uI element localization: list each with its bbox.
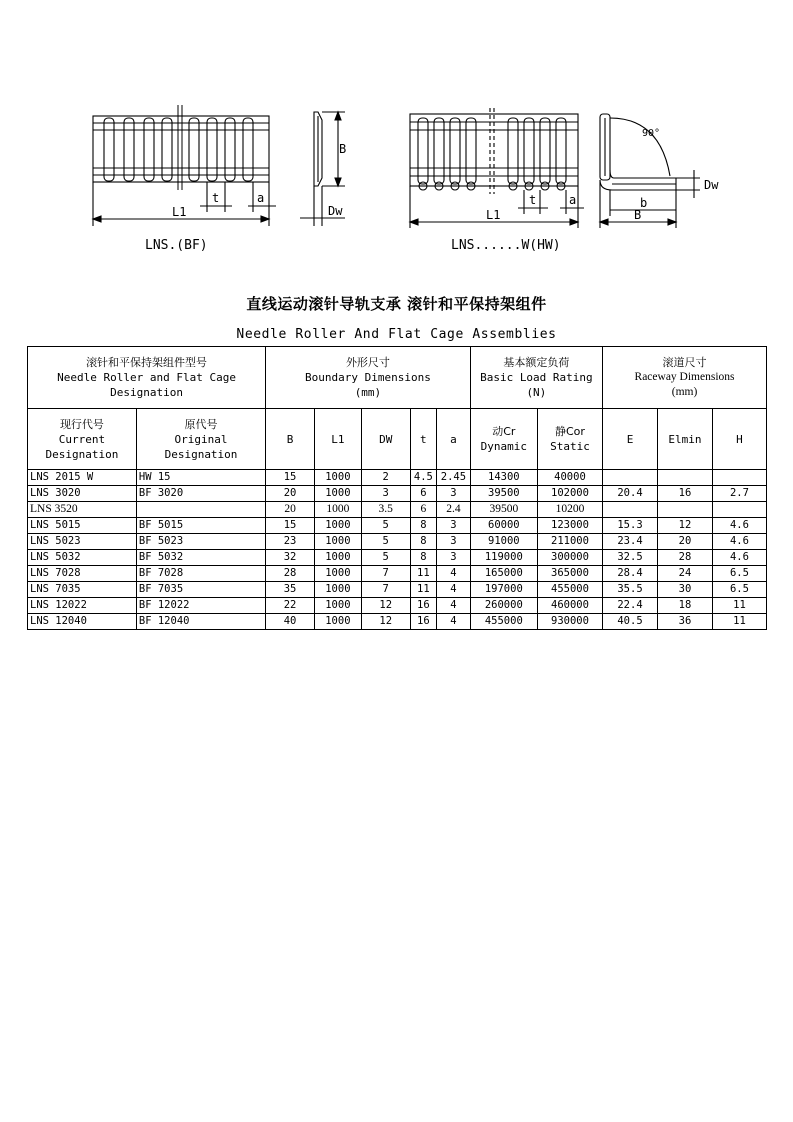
label-a-left: a bbox=[257, 191, 265, 205]
table-cell: 3 bbox=[437, 550, 471, 566]
table-cell: 28 bbox=[657, 550, 712, 566]
table-cell bbox=[712, 502, 766, 518]
table-cell: 300000 bbox=[537, 550, 602, 566]
table-cell: LNS 3520 bbox=[28, 502, 137, 518]
table-cell: 197000 bbox=[470, 582, 537, 598]
table-cell bbox=[657, 470, 712, 486]
table-cell: BF 12022 bbox=[136, 598, 265, 614]
table-cell: BF 7028 bbox=[136, 566, 265, 582]
table-cell: 3 bbox=[437, 486, 471, 502]
table-cell: 460000 bbox=[537, 598, 602, 614]
table-cell: BF 5023 bbox=[136, 534, 265, 550]
header-raceway: 滚道尺寸 Raceway Dimensions (mm) bbox=[603, 347, 767, 409]
table-cell: LNS 12022 bbox=[28, 598, 137, 614]
table-cell: 1000 bbox=[314, 534, 361, 550]
table-cell: 11 bbox=[712, 598, 766, 614]
label-L1-right: L1 bbox=[486, 208, 501, 222]
header-E: E bbox=[603, 409, 658, 470]
table-cell: 32.5 bbox=[603, 550, 658, 566]
title-english: Needle Roller And Flat Cage Assemblies bbox=[236, 327, 557, 342]
table-cell: 36 bbox=[657, 614, 712, 630]
title-chinese: 直线运动滚针导轨支承 滚针和平保持架组件 bbox=[246, 295, 547, 313]
table-cell: 5 bbox=[361, 518, 410, 534]
table-cell: 20 bbox=[266, 502, 315, 518]
table-cell: 35.5 bbox=[603, 582, 658, 598]
table-cell: 3 bbox=[437, 534, 471, 550]
header-L1: L1 bbox=[314, 409, 361, 470]
table-cell: 16 bbox=[657, 486, 712, 502]
table-cell: BF 3020 bbox=[136, 486, 265, 502]
table-cell: 40.5 bbox=[603, 614, 658, 630]
table-cell: 22 bbox=[266, 598, 315, 614]
table-row bbox=[28, 566, 767, 582]
table-cell: 1000 bbox=[314, 502, 361, 518]
label-B-right: B bbox=[634, 208, 642, 222]
table-cell: 14300 bbox=[470, 470, 537, 486]
table-cell: 15 bbox=[266, 470, 315, 486]
table-cell: 365000 bbox=[537, 566, 602, 582]
label-t-left: t bbox=[212, 191, 220, 205]
label-angle: 90° bbox=[642, 128, 661, 139]
label-Dw-left: Dw bbox=[328, 204, 343, 218]
table-cell: 1000 bbox=[314, 582, 361, 598]
table-cell: 455000 bbox=[470, 614, 537, 630]
table-row bbox=[28, 614, 767, 630]
table-cell: BF 5015 bbox=[136, 518, 265, 534]
table-cell: 930000 bbox=[537, 614, 602, 630]
specification-table bbox=[27, 346, 767, 630]
table-cell: 1000 bbox=[314, 550, 361, 566]
caption-bf: LNS.(BF) bbox=[145, 238, 208, 253]
table-cell: 39500 bbox=[470, 486, 537, 502]
header-Elmin: Elmin bbox=[657, 409, 712, 470]
table-cell: LNS 5032 bbox=[28, 550, 137, 566]
table-cell: LNS 12040 bbox=[28, 614, 137, 630]
table-cell: 28 bbox=[266, 566, 315, 582]
table-cell: 4 bbox=[437, 582, 471, 598]
table-cell: 6.5 bbox=[712, 566, 766, 582]
table-cell: 4.6 bbox=[712, 534, 766, 550]
table-cell: 6.5 bbox=[712, 582, 766, 598]
table-cell: 39500 bbox=[470, 502, 537, 518]
technical-drawings bbox=[0, 0, 793, 270]
table-cell: HW 15 bbox=[136, 470, 265, 486]
table-cell: 4 bbox=[437, 598, 471, 614]
table-cell: 16 bbox=[410, 598, 436, 614]
header-boundary: 外形尺寸 Boundary Dimensions (mm) bbox=[266, 347, 471, 409]
label-t-right: t bbox=[529, 193, 537, 207]
table-cell: 260000 bbox=[470, 598, 537, 614]
label-Dw-right: Dw bbox=[704, 178, 719, 192]
table-cell: BF 5032 bbox=[136, 550, 265, 566]
table-cell: 3.5 bbox=[361, 502, 410, 518]
table-cell: 32 bbox=[266, 550, 315, 566]
table-cell bbox=[603, 502, 658, 518]
header-original: 原代号 Original Designation bbox=[136, 409, 265, 470]
table-cell: 60000 bbox=[470, 518, 537, 534]
table-cell: 6 bbox=[410, 486, 436, 502]
table-cell: 16 bbox=[410, 614, 436, 630]
table-cell: 1000 bbox=[314, 486, 361, 502]
header-B: B bbox=[266, 409, 315, 470]
table-cell: 11 bbox=[712, 614, 766, 630]
table-row bbox=[28, 550, 767, 566]
table-cell: 35 bbox=[266, 582, 315, 598]
table-cell: 3 bbox=[361, 486, 410, 502]
table-body bbox=[28, 470, 767, 630]
table-cell: 7 bbox=[361, 582, 410, 598]
table-row bbox=[28, 582, 767, 598]
table-cell: 22.4 bbox=[603, 598, 658, 614]
table-cell: 10200 bbox=[537, 502, 602, 518]
table-cell: 91000 bbox=[470, 534, 537, 550]
table-cell: 28.4 bbox=[603, 566, 658, 582]
table-cell: 8 bbox=[410, 550, 436, 566]
header-load: 基本额定负荷 Basic Load Rating (N) bbox=[470, 347, 602, 409]
table-cell: 15 bbox=[266, 518, 315, 534]
label-B-left: B bbox=[339, 142, 347, 156]
table-cell: 20 bbox=[266, 486, 315, 502]
header-t: t bbox=[410, 409, 436, 470]
table-row bbox=[28, 534, 767, 550]
table-cell: 4.5 bbox=[410, 470, 436, 486]
table-cell: 2.45 bbox=[437, 470, 471, 486]
table-cell: 165000 bbox=[470, 566, 537, 582]
table-row bbox=[28, 486, 767, 502]
table-cell: 5 bbox=[361, 550, 410, 566]
table-cell: 1000 bbox=[314, 614, 361, 630]
table-cell: 18 bbox=[657, 598, 712, 614]
label-a-right: a bbox=[569, 193, 577, 207]
table-cell: BF 7035 bbox=[136, 582, 265, 598]
table-row bbox=[28, 502, 767, 518]
table-cell bbox=[603, 470, 658, 486]
table-cell: LNS 7035 bbox=[28, 582, 137, 598]
table-cell: 23.4 bbox=[603, 534, 658, 550]
table-cell: 11 bbox=[410, 582, 436, 598]
header-cr: 动Cr Dynamic bbox=[470, 409, 537, 470]
table-cell: 1000 bbox=[314, 598, 361, 614]
table-cell bbox=[712, 470, 766, 486]
table-cell: 40 bbox=[266, 614, 315, 630]
table-cell: 20.4 bbox=[603, 486, 658, 502]
table-cell: 23 bbox=[266, 534, 315, 550]
table-cell: 4 bbox=[437, 566, 471, 582]
header-current: 现行代号 Current Designation bbox=[28, 409, 137, 470]
table-cell: 4.6 bbox=[712, 550, 766, 566]
table-cell: 30 bbox=[657, 582, 712, 598]
table-cell: 4.6 bbox=[712, 518, 766, 534]
table-cell: 3 bbox=[437, 518, 471, 534]
table-cell: 20 bbox=[657, 534, 712, 550]
table-row bbox=[28, 518, 767, 534]
table-cell: LNS 3020 bbox=[28, 486, 137, 502]
table-cell: 2.4 bbox=[437, 502, 471, 518]
header-H: H bbox=[712, 409, 766, 470]
caption-hw: LNS......W(HW) bbox=[451, 238, 561, 253]
header-designation: 滚针和平保持架组件型号 Needle Roller and Flat Cage Designation bbox=[28, 347, 266, 409]
header-a: a bbox=[437, 409, 471, 470]
table-cell: LNS 5015 bbox=[28, 518, 137, 534]
table-cell: 40000 bbox=[537, 470, 602, 486]
header-cor: 静Cor Static bbox=[537, 409, 602, 470]
table-cell: 12 bbox=[657, 518, 712, 534]
table-cell: 6 bbox=[410, 502, 436, 518]
table-cell: BF 12040 bbox=[136, 614, 265, 630]
table-cell: 5 bbox=[361, 534, 410, 550]
label-b: b bbox=[640, 196, 648, 210]
table-cell: 15.3 bbox=[603, 518, 658, 534]
table-cell: LNS 2015 W bbox=[28, 470, 137, 486]
table-row bbox=[28, 598, 767, 614]
table-cell bbox=[657, 502, 712, 518]
table-cell: 123000 bbox=[537, 518, 602, 534]
table-cell: 102000 bbox=[537, 486, 602, 502]
table-cell: 12 bbox=[361, 614, 410, 630]
table-cell: 8 bbox=[410, 534, 436, 550]
table-cell: 12 bbox=[361, 598, 410, 614]
table-cell: 8 bbox=[410, 518, 436, 534]
table-cell: 119000 bbox=[470, 550, 537, 566]
table-cell: 24 bbox=[657, 566, 712, 582]
table-cell: 1000 bbox=[314, 566, 361, 582]
table-cell: 2.7 bbox=[712, 486, 766, 502]
table-cell: 1000 bbox=[314, 470, 361, 486]
table-cell: 11 bbox=[410, 566, 436, 582]
table-cell: LNS 5023 bbox=[28, 534, 137, 550]
table-cell bbox=[136, 502, 265, 518]
table-cell: 455000 bbox=[537, 582, 602, 598]
table-cell: 4 bbox=[437, 614, 471, 630]
table-row bbox=[28, 470, 767, 486]
table-cell: 211000 bbox=[537, 534, 602, 550]
header-DW: DW bbox=[361, 409, 410, 470]
table-cell: 2 bbox=[361, 470, 410, 486]
label-L1-left: L1 bbox=[172, 205, 187, 219]
table-cell: 1000 bbox=[314, 518, 361, 534]
table-cell: LNS 7028 bbox=[28, 566, 137, 582]
table-cell: 7 bbox=[361, 566, 410, 582]
